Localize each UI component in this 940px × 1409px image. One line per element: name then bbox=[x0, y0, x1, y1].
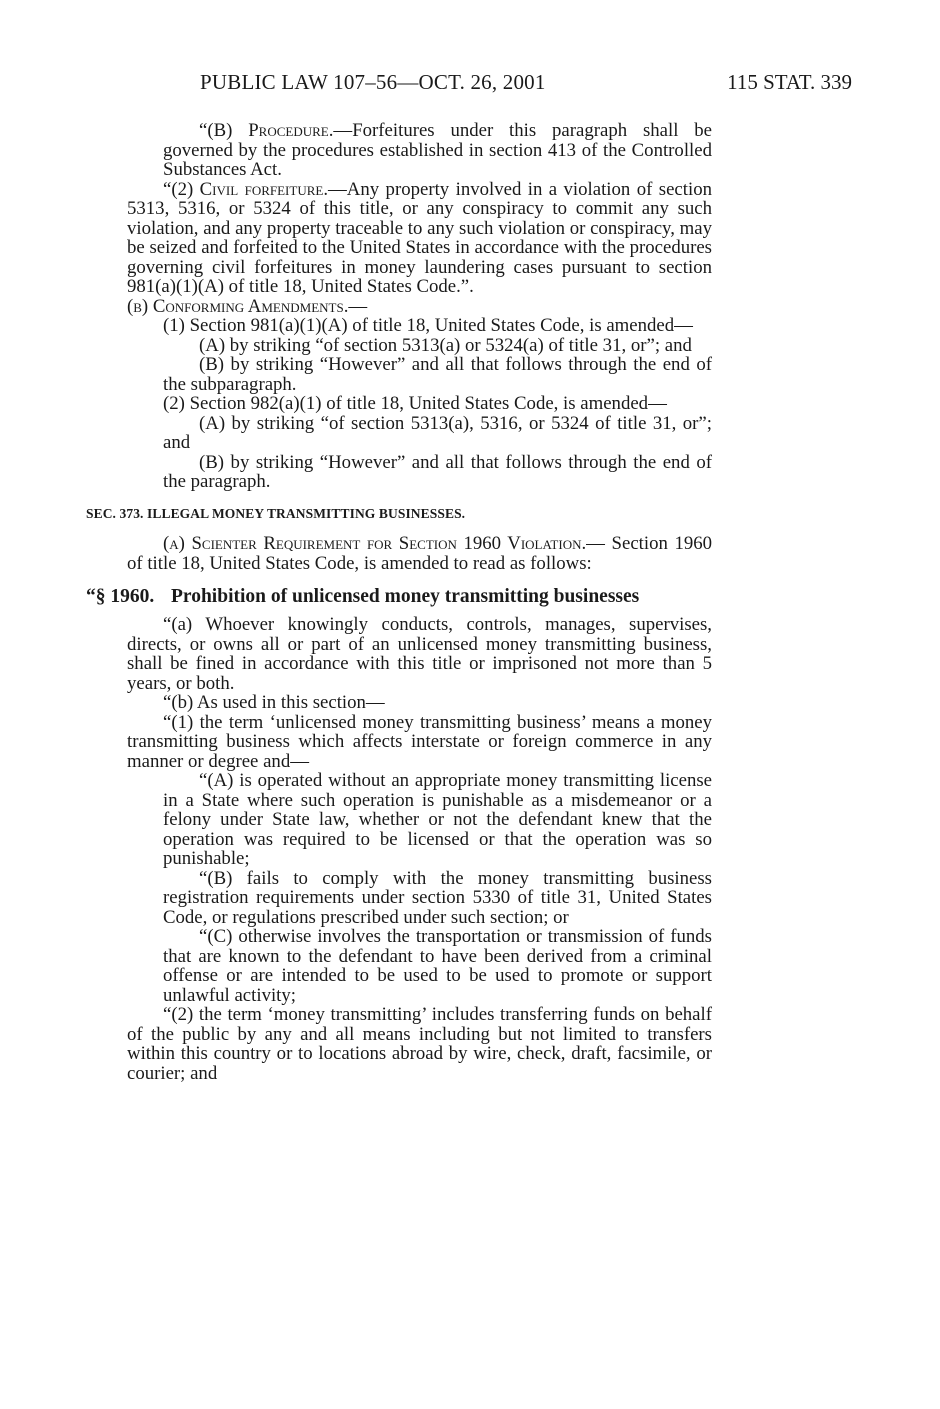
paragraph-1960-b: “(b) As used in this section— bbox=[163, 692, 385, 713]
paragraph-1960-a: “(a) Whoever knowingly conducts, controls, manages, supervises, directs, or owns all or part of an unlicensed money transmitting business, shall be fined in accordance with this title or imprisoned not more than 5 years, or both. bbox=[127, 614, 712, 694]
paragraph-982-b: (B) by striking “However” and all that follows through the end of the paragraph. bbox=[163, 451, 712, 492]
paragraph-1960-b-1-a: “(A) is operated without an appropriate money transmitting license in a State where such operation is punishable as a misdemeanor or a felony under State law, whether or not the defendant knew that the operation was required to be licensed or that the operation was so punishable; bbox=[163, 770, 712, 869]
paragraph-1960-b-2: “(2) the term ‘money transmitting’ includes transferring funds on behalf of the public by any and all means including but not limited to transfers within this country or to locations abroad by wire, check, draft, facsimile, or courier; and bbox=[127, 1004, 712, 1084]
section-373-heading: SEC. 373. ILLEGAL MONEY TRANSMITTING BUSINESSES. bbox=[86, 505, 466, 521]
paragraph-civil-forfeiture bbox=[127, 180, 712, 297]
header-stat-page: 115 STAT. 339 bbox=[727, 70, 852, 94]
paragraph-scienter-requirement bbox=[127, 534, 712, 573]
paragraph-981-a: (A) by striking “of section 5313(a) or 5324(a) of title 31, or”; and bbox=[199, 334, 692, 356]
paragraph-section-982: (2) Section 982(a)(1) of title 18, United States Code, is amended— bbox=[163, 393, 667, 414]
paragraph-conforming-amendments bbox=[127, 297, 712, 317]
paragraph-1960-b-1-c: “(C) otherwise involves the transportation or transmission of funds that are known to the defendant to have been derived from a criminal offense or are intended to be used to be used to promote or support unlawful activity; bbox=[163, 926, 712, 1006]
paragraph-1960-b-1-b: “(B) fails to comply with the money transmitting business registration requirements under section 5330 of title 31, United States Code, or regulations prescribed under such section; or bbox=[163, 867, 712, 928]
paragraph-civil-forfeiture-heading: “(2) Civil forfeiture.— bbox=[163, 178, 347, 200]
paragraph-981-b: (B) by striking “However” and all that follows through the end of the subparagraph. bbox=[163, 354, 712, 395]
header-public-law: PUBLIC LAW 107–56—OCT. 26, 2001 bbox=[200, 70, 546, 94]
paragraph-1960-b-1: “(1) the term ‘unlicensed money transmitting business’ means a money transmitting business which affects interstate or foreign commerce in any manner or degree and— bbox=[127, 711, 712, 772]
paragraph-procedure-heading: “(B) Procedure.— bbox=[199, 120, 353, 141]
paragraph-section-981: (1) Section 981(a)(1)(A) of title 18, United States Code, is amended— bbox=[163, 315, 693, 336]
paragraph-conforming-amendments-heading: (b) Conforming Amendments.— bbox=[127, 295, 368, 317]
section-1960-title bbox=[86, 587, 712, 607]
paragraph-scienter-text: Section 1960 of title 18, United States Code, is amended to read as follows: bbox=[127, 533, 713, 574]
section-1960-heading: Prohibition of unlicensed money transmitting businesses bbox=[171, 586, 640, 607]
section-1960-number: “§ 1960. bbox=[86, 586, 155, 607]
paragraph-procedure bbox=[127, 121, 712, 180]
page-header bbox=[200, 70, 852, 102]
paragraph-civil-forfeiture-text: Any property involved in a violation of section 5313, 5316, or 5324 of this title, or any conspiracy to commit any such violation, and any property traceable to any such violation or conspiracy, may be seized and forfeited to the United States in accordance with the procedures governing civil forfeitures in money laundering cases pursuant to section 981(a)(1)(A) of title 18, United States Code.”. bbox=[127, 178, 712, 297]
paragraph-982-a: (A) by striking “of section 5313(a), 5316, or 5324 of title 31, or”; and bbox=[163, 412, 712, 453]
paragraph-scienter-heading: (a) Scienter Requirement for Section 1960 Violation.— bbox=[163, 533, 605, 554]
paragraph-procedure-text: Forfeitures under this paragraph shall be governed by the procedures established in section 413 of the Controlled Substances Act. bbox=[163, 120, 712, 180]
body-text bbox=[86, 120, 713, 1084]
